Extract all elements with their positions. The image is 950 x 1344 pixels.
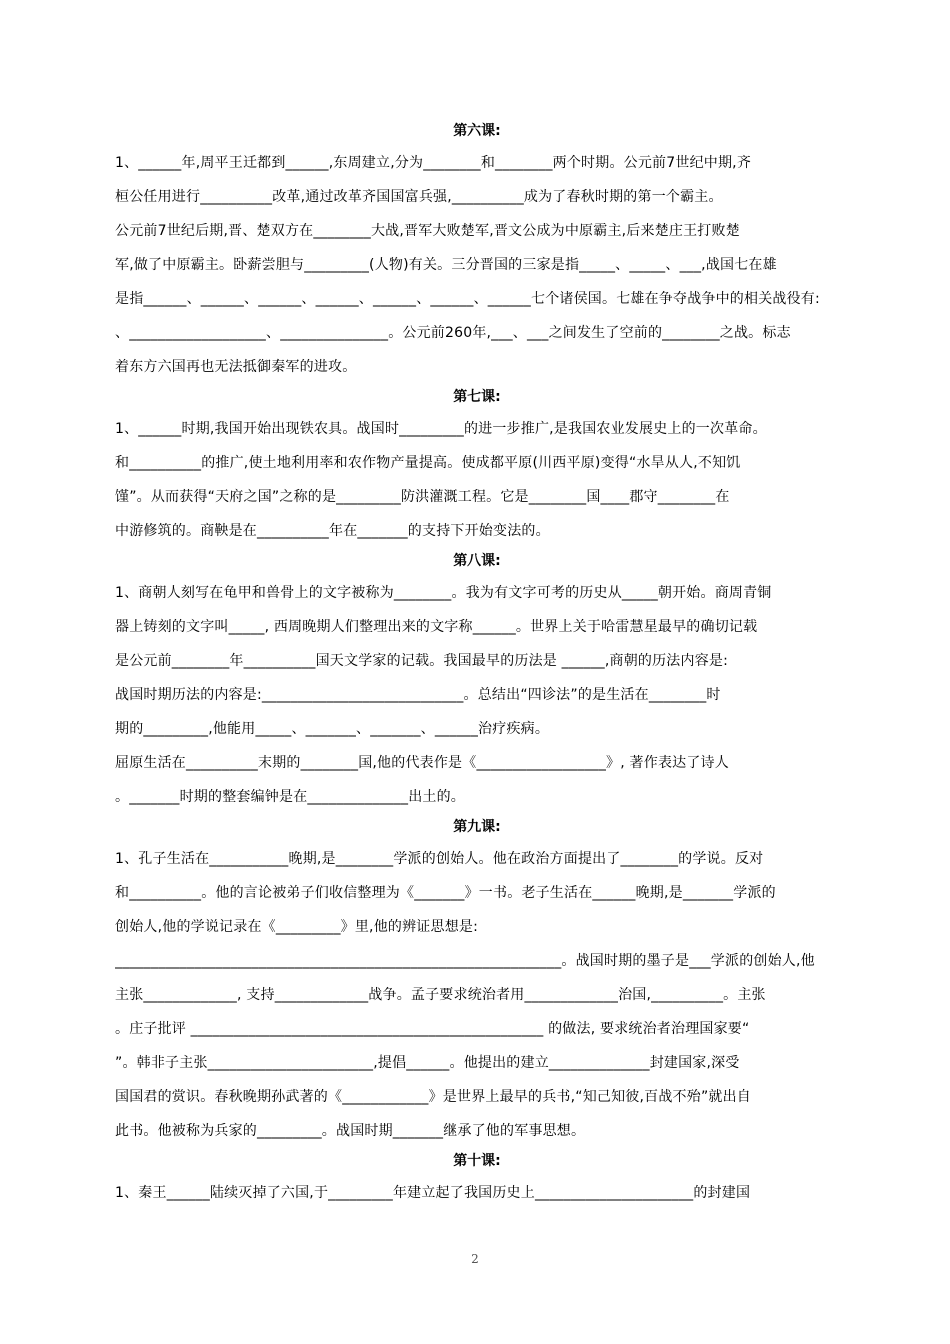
text-line: 期的_________,他能用_____、_______、_______、______治疗疾病。 bbox=[115, 721, 550, 737]
document-body bbox=[115, 118, 839, 1210]
text-line: 主张_____________, 支持_____________战争。孟子要求统治者用_____________治国,__________。主张 bbox=[115, 987, 766, 1003]
text-line: 器上铸刻的文字叫_____, 西周晚期人们整理出来的文字称______。世界上关于哈雷慧星最早的确切记载 bbox=[115, 619, 758, 635]
text-line: 、___________________、_______________。公元前260年,___、___之间发生了空前的________之战。标志 bbox=[115, 325, 791, 341]
text-line: 1、______年,周平王迁都到______,东周建立,分为________和________两个时期。公元前7世纪中期,齐 bbox=[115, 155, 752, 171]
text-line: 中游修筑的。商鞅是在__________年在_______的支持下开始变法的。 bbox=[115, 523, 550, 539]
text-line: 1、秦王______陆续灭掉了六国,于_________年建立起了我国历史上______________________的封建国 bbox=[115, 1185, 751, 1201]
text-line: 。_______时期的整套编钟是在______________出土的。 bbox=[115, 789, 465, 805]
text-line: 和__________。他的言论被弟子们收信整理为《_______》一书。老子生活在______晚期,是_______学派的 bbox=[115, 885, 776, 901]
text-line: ______________________________________________________________。战国时期的墨子是___学派的创始人,他 bbox=[115, 953, 815, 969]
text-line: 此书。他被称为兵家的_________。战国时期_______继承了他的军事思想。 bbox=[115, 1123, 586, 1139]
text-line: 和__________的推广,使土地利用率和农作物产量提高。使成都平原(川西平原)变得“水旱从人,不知饥 bbox=[115, 455, 741, 471]
text-line: 1、______时期,我国开始出现铁农具。战国时_________的进一步推广,是我国农业发展史上的一次革命。 bbox=[115, 421, 767, 437]
lesson-6 bbox=[115, 120, 839, 384]
text-line: 馑”。从而获得“天府之国”之称的是_________防洪灌溉工程。它是________国____郡守________在 bbox=[115, 489, 730, 505]
text-line: 桓公任用进行__________改革,通过改革齐国国富兵强,__________成为了春秋时期的第一个霸主。 bbox=[115, 189, 723, 205]
lesson-heading: 第七课: bbox=[453, 389, 501, 405]
lesson-heading: 第十课: bbox=[453, 1153, 501, 1169]
text-line: 是指______、______、______、______、______、______、______七个诸侯国。七雄在争夺战争中的相关战役有: bbox=[115, 291, 820, 307]
text-line: 公元前7世纪后期,晋、楚双方在________大战,晋军大败楚军,晋文公成为中原霸主,后来楚庄王打败楚 bbox=[115, 223, 740, 239]
text-line: ”。韩非子主张_______________________,提倡______。他提出的建立______________封建国家,深受 bbox=[115, 1055, 740, 1071]
lesson-8 bbox=[115, 550, 839, 814]
lesson-10 bbox=[115, 1150, 839, 1210]
text-line: 是公元前________年__________国天文学家的记载。我国最早的历法是 ______,商朝的历法内容是: bbox=[115, 653, 729, 669]
text-line: 。庄子批评 _________________________________________________ 的做法, 要求统治者治理国家要“ bbox=[115, 1021, 750, 1037]
text-line: 军,做了中原霸主。卧薪尝胆与_________(人物)有关。三分晋国的三家是指_____、_____、___,战国七在雄 bbox=[115, 257, 777, 273]
text-line: 战国时期历法的内容是:____________________________。总结出“四诊法”的是生活在________时 bbox=[115, 687, 721, 703]
text-line: 创始人,他的学说记录在《_________》里,他的辨证思想是: bbox=[115, 919, 479, 935]
lesson-9 bbox=[115, 816, 839, 1148]
lesson-heading: 第九课: bbox=[453, 819, 501, 835]
text-line: 国国君的赏识。春秋晚期孙武著的《____________》是世界上最早的兵书,“知己知彼,百战不殆”就出自 bbox=[115, 1089, 752, 1105]
lesson-heading: 第六课: bbox=[453, 123, 501, 139]
page-number: 2 bbox=[471, 1252, 479, 1266]
lesson-heading: 第八课: bbox=[453, 553, 501, 569]
text-line: 1、商朝人刻写在龟甲和兽骨上的文字被称为________。我为有文字可考的历史从_____朝开始。商周青铜 bbox=[115, 585, 772, 601]
text-line: 1、孔子生活在___________晚期,是________学派的创始人。他在政治方面提出了________的学说。反对 bbox=[115, 851, 764, 867]
text-line: 屈原生活在__________末期的________国,他的代表作是《__________________》, 著作表达了诗人 bbox=[115, 755, 729, 771]
lesson-7 bbox=[115, 386, 839, 548]
text-line: 着东方六国再也无法抵御秦军的进攻。 bbox=[115, 359, 357, 375]
